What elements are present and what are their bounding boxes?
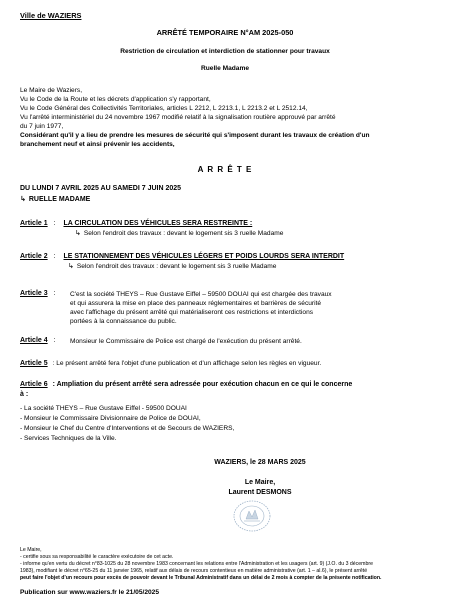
considering-line-2: branchement neuf et ainsi prévenir les accidents, xyxy=(20,141,175,148)
article-3-line-2: et qui assurera la mise en place des panneaux réglementaires et barrières de sécurité xyxy=(70,300,322,307)
article-1-label: Article 1 xyxy=(20,220,48,227)
article-1-sub-text: Selon l'endroit des travaux : devant le logement sis 3 ruelle Madame xyxy=(83,230,284,237)
footer-decree-line-2: 1983), modifiant le décret n°65-25 du 11 janvier 1965, relatif aux délais de recours contentieux en matière administrative (art. 1 – al.6), le présent arrêté xyxy=(20,568,368,574)
article-5-label: Article 5 xyxy=(20,360,48,367)
article-6-text-a: : Ampliation du présent arrêté sera adressée pour exécution chacun en ce qui le concerne xyxy=(52,381,353,388)
article-1-text: LA CIRCULATION DES VÉHICULES SERA RESTREINTE : xyxy=(63,220,253,227)
article-6 xyxy=(20,381,352,389)
official-seal-icon xyxy=(232,499,272,533)
article-2-label: Article 2 xyxy=(20,253,48,260)
article-1-sub xyxy=(75,230,283,238)
article-2-sub xyxy=(68,263,276,271)
article-5 xyxy=(20,360,321,368)
arrow-icon: ↳ xyxy=(75,229,81,237)
town-name: Ville de WAZIERS xyxy=(20,11,82,20)
recipient-item: - Monsieur le Chef du Centre d'Interventions et de Secours de WAZIERS, xyxy=(20,425,235,432)
preamble-arrete-1967: Vu l'arrêté interministériel du 24 novembre 1967 modifié relatif à la signalisation routière approuvé par arrêté xyxy=(20,114,336,121)
period-location-text: RUELLE MADAME xyxy=(28,196,91,203)
considering-line-1: Considérant qu'il y a lieu de prendre les mesures de sécurité qui s'imposent durant les travaux de création d'un xyxy=(20,132,370,139)
article-2-sub-text: Selon l'endroit des travaux : devant le logement sis 3 ruelle Madame xyxy=(76,263,277,270)
article-3-line-3: avec l'affichage du présent arrêté qui matérialiseront ces restrictions et interdictions xyxy=(70,309,314,316)
article-4-sep: : xyxy=(53,337,56,344)
period-location xyxy=(20,195,90,204)
article-3-sep: : xyxy=(53,290,56,297)
article-3-label: Article 3 xyxy=(20,290,48,297)
publication-notice: Publication sur www.waziers.fr le 21/05/2025 xyxy=(20,589,160,596)
article-2 xyxy=(20,253,344,261)
signature-role: Le Maire, xyxy=(244,479,276,486)
article-2-text: LE STATIONNEMENT DES VÉHICULES LÉGERS ET POIDS LOURDS SERA INTERDIT xyxy=(63,253,345,260)
article-4 xyxy=(20,337,60,345)
article-3-label-row xyxy=(20,290,56,298)
article-5-text: : Le présent arrêté fera l'objet d'une publication et d'un affichage selon les règles en vigueur. xyxy=(52,360,322,367)
article-4-label: Article 4 xyxy=(20,337,48,344)
article-3-line-4: portées à la connaissance du public. xyxy=(70,318,177,325)
decree-subtitle: Restriction de circulation et interdiction de stationner pour travaux xyxy=(120,48,330,55)
recipient-item: - Monsieur le Commissaire Divisionnaire de Police de DOUAI, xyxy=(20,415,201,422)
article-1-sep: : xyxy=(53,220,56,227)
recipient-item: - Services Techniques de la Ville. xyxy=(20,435,117,442)
preamble-code-route: Vu le Code de la Route et les décrets d'application s'y rapportant, xyxy=(20,96,211,103)
footer-certify: - certifie sous sa responsabilité le caractère exécutoire de cet acte. xyxy=(20,554,174,560)
preamble-arrete-1977: du 7 juin 1977, xyxy=(20,123,64,130)
arrow-icon: ↳ xyxy=(68,262,74,270)
preamble-mayor: Le Maire de Waziers, xyxy=(20,87,83,94)
article-4-text: Monsieur le Commissaire de Police est chargé de l'exécution du présent arrêté. xyxy=(70,338,302,345)
arrow-icon: ↳ xyxy=(20,195,26,203)
article-3-line-1: C'est la société THEYS – Rue Gustave Eiffel – 59500 DOUAI qui est chargée des travaux xyxy=(70,291,332,298)
footer-mayor: Le Maire, xyxy=(20,547,42,553)
decree-title: ARRÊTÉ TEMPORAIRE N°AM 2025-050 xyxy=(156,28,294,37)
article-1 xyxy=(20,220,252,228)
footer-decree-line-1: - informe qu'en vertu du décret n°83-1025 du 28 novembre 1983 concernant les relations entre l'Administration et les usagers (art. 9) (J.O. du 3 décembre xyxy=(20,561,373,567)
street-heading: Ruelle Madame xyxy=(200,65,249,72)
article-6-text-b: à : xyxy=(20,391,29,398)
arrete-heading: A R R Ê T E xyxy=(197,165,253,174)
preamble-cgct: Vu le Code Général des Collectivités Territoriales, articles L 2212, L 2213.1, L 2213.2 et L 2512.14, xyxy=(20,105,308,112)
recipient-item: - La société THEYS – Rue Gustave Eiffel - 59500 DOUAI xyxy=(20,405,187,412)
article-2-sep: : xyxy=(53,253,56,260)
footer-decree-line-3: peut faire l'objet d'un recours pour excès de pouvoir devant le Tribunal Administratif dans un délai de 2 mois à compter de la présente notification. xyxy=(20,575,382,581)
period-dates: DU LUNDI 7 AVRIL 2025 AU SAMEDI 7 JUIN 2025 xyxy=(20,185,182,192)
signature-place-date: WAZIERS, le 28 MARS 2025 xyxy=(214,459,306,466)
article-6-label: Article 6 xyxy=(20,381,48,388)
signature-name: Laurent DESMONS xyxy=(228,489,292,496)
